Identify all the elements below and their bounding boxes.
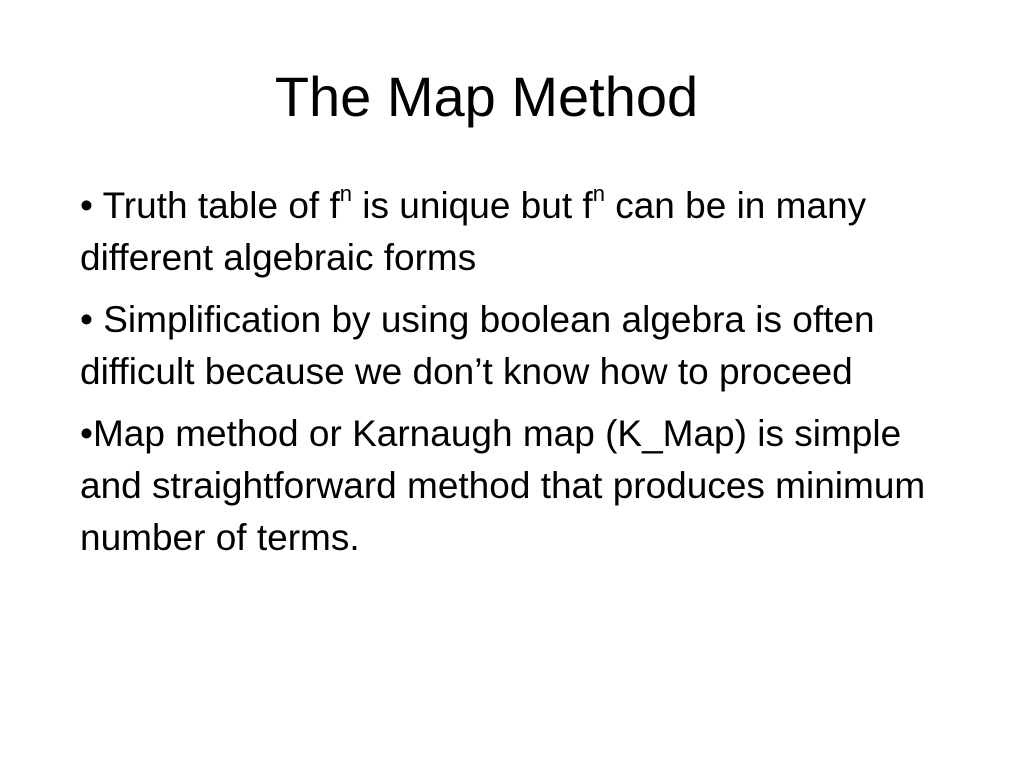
bullet-truth-table — [80, 180, 930, 284]
superscript-n: n — [339, 180, 353, 206]
bullet-text-part: is unique but f — [352, 185, 593, 226]
bullet-text-part: can be in many different algebraic forms — [80, 185, 867, 278]
superscript-n: n — [592, 180, 605, 206]
bullet-simplification: • Simplification by using boolean algebra is often difficult because we don’t know how to proceed — [80, 299, 875, 392]
bullet-map-method: •Map method or Karnaugh map (K_Map) is simple and straightforward method that produces minimum number of terms. — [80, 413, 926, 558]
slide-body — [80, 180, 930, 574]
slide-title: The Map Method — [274, 65, 699, 128]
bullet-text-part: • Truth table of f — [80, 185, 340, 226]
